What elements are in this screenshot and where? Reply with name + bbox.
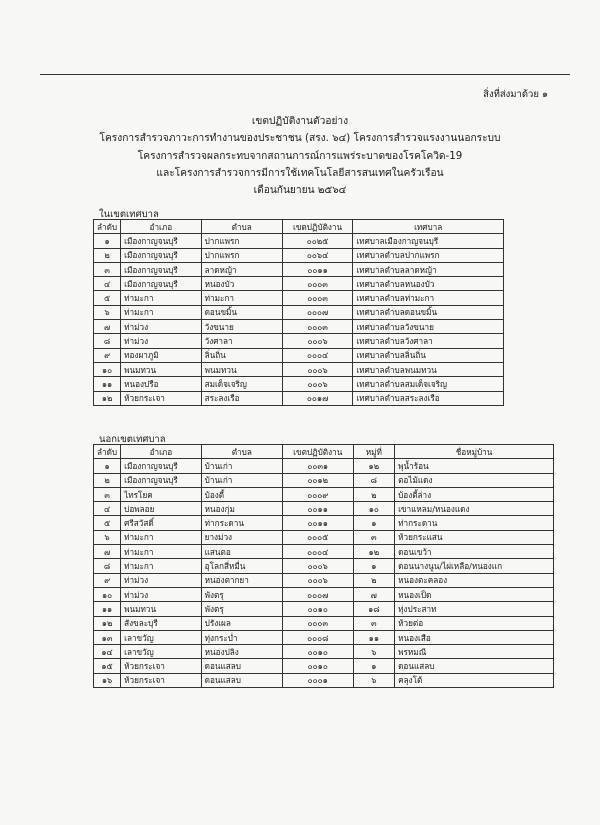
table-cell: ๐๐๐๙ [282,487,353,501]
table-cell: ๑ [94,234,121,248]
table-cell: บ้องตี้ล่าง [395,487,554,501]
table-cell: ๐๐๑๑ [282,502,353,516]
table-cell: หนองบัว [201,277,282,291]
table-cell: ๖ [353,673,395,687]
table-row [94,616,554,630]
section-label-outside-municipality: นอกเขตเทศบาล [99,434,166,445]
table-cell: ๓ [353,616,395,630]
table-cell: ท่าม่วง [121,334,201,348]
table-cell: ลาดหญ้า [201,262,282,276]
table-cell: เทศบาลตำบลท่ามะกา [353,291,504,305]
table-cell: พนมทวน [121,602,202,616]
table-cell: ๖ [94,530,121,544]
table-cell: บ้านเก่า [201,473,282,487]
table-cell: ดอนขมิ้น [201,305,282,319]
table-row [94,645,554,659]
table-cell: เมืองกาญจนบุรี [121,248,201,262]
table-cell: ๑ [353,559,395,573]
table-cell: เทศบาลตำบลสมเด็จเจริญ [353,377,504,391]
table-cell: ท่ามะกา [121,545,202,559]
table-cell: ๑ [94,459,121,473]
table-cell: ๑ [353,659,395,673]
table-cell: เทศบาลตำบลหนองบัว [353,277,504,291]
table-cell: ๐๐๐๖ [282,362,353,376]
table-header-row [94,445,554,459]
col-header-seq: ลำดับ [94,445,121,459]
table-cell: พนมทวน [201,362,282,376]
table-cell: ปากแพรก [201,248,282,262]
table-cell: ๐๐๓๑ [282,459,353,473]
table-cell: อุโลกสี่หมื่น [201,559,282,573]
table-row [94,573,554,587]
table-cell: ปากแพรก [201,234,282,248]
table-row [94,391,504,405]
table-row [94,630,554,644]
table-cell: ๑๒ [353,459,395,473]
col-header-district: อำเภอ [121,220,201,234]
table-cell: บ้านเก่า [201,459,282,473]
table-row [94,516,554,530]
table-cell: ๐๐๐๓ [282,277,353,291]
col-header-district: อำเภอ [121,445,202,459]
table-cell: พรหมณี [395,645,554,659]
table-cell: ๐๐๐๓ [282,320,353,334]
table-cell: ๔ [94,502,121,516]
table-row [94,305,504,319]
table-cell: ๐๐๑๐ [282,645,353,659]
col-header-village-name: ชื่อหมู่บ้าน [395,445,554,459]
col-header-work-area: เขตปฏิบัติงาน [282,445,353,459]
table-cell: หนองเป็ด [395,587,554,601]
table-cell: ๒ [353,487,395,501]
table-cell: ๐๐๑๑ [282,516,353,530]
table-cell: ยางม่วง [201,530,282,544]
col-header-village-no: หมู่ที่ [353,445,395,459]
table-cell: พนมทวน [121,362,201,376]
table-cell: ๙ [94,573,121,587]
table-cell: ๐๐๐๖ [282,377,353,391]
table-cell: ๐๐๐๔ [282,348,353,362]
document-title-block [0,113,600,199]
table-cell: ๗ [94,320,121,334]
table-cell: วังขนาย [201,320,282,334]
section-label-in-municipality: ในเขตเทศบาล [99,209,159,220]
table-cell: บ้องตี้ [201,487,282,501]
table-row [94,234,504,248]
table-cell: เทศบาลตำบลวังขนาย [353,320,504,334]
table-cell: ทองผาภูมิ [121,348,201,362]
table-cell: เทศบาลตำบลดอนขมิ้น [353,305,504,319]
table-cell: เมืองกาญจนบุรี [121,262,201,276]
table-cell: ๐๐๒๕ [282,234,353,248]
table-cell: เทศบาลตำบลพนมทวน [353,362,504,376]
table-cell: ท่ากระดาน [395,516,554,530]
table-row [94,545,554,559]
table-cell: ๘ [94,334,121,348]
attachment-label: สิ่งที่ส่งมาด้วย ๑ [483,89,548,100]
table-cell: ๙ [94,348,121,362]
table-cell: ๑๐ [353,502,395,516]
table-cell: ๐๐๐๑ [282,673,353,687]
table-row [94,459,554,473]
table-row [94,320,504,334]
table-row [94,262,504,276]
table-cell: ๑๐ [94,587,121,601]
table-cell: ศรีสวัสดิ์ [121,516,202,530]
table-cell: ท่ามะกา [201,291,282,305]
table-cell: ๑๔ [94,645,121,659]
table-cell: สระลงเรือ [201,391,282,405]
table-row [94,530,554,544]
table-cell: ๓ [353,530,395,544]
table-cell: ๐๐๖๔ [282,248,353,262]
table-cell: เทศบาลตำบลปากแพรก [353,248,504,262]
table-cell: ดอนแสลบ [201,673,282,687]
table-cell: ๐๐๐๗ [282,587,353,601]
table-cell: หนองปรือ [121,377,201,391]
col-header-subdistrict: ตำบล [201,445,282,459]
table-cell: บ่อพลอย [121,502,202,516]
table-cell: ๐๐๐๗ [282,305,353,319]
table-cell: ๐๐๑๑ [282,262,353,276]
table-cell: ๐๐๑๗ [282,391,353,405]
table-cell: ๐๐๐๖ [282,559,353,573]
table-cell: ๘ [94,559,121,573]
table-row [94,587,554,601]
table-cell: หนองปลิง [201,645,282,659]
table-cell: ๐๐๐๓ [282,291,353,305]
table-cell: เทศบาลเมืองกาญจนบุรี [353,234,504,248]
table-cell: ท่ามะกา [121,559,202,573]
table-cell: ห้วยต่อ [395,616,554,630]
table-cell: ห้วยกระเจา [121,659,202,673]
table-cell: พังตรุ [201,587,282,601]
table-cell: ๓ [94,262,121,276]
table-cell: ๒ [94,473,121,487]
table-cell: ดอนแสลบ [201,659,282,673]
table-cell: เขาแหลม/หนองแดง [395,502,554,516]
table-row [94,502,554,516]
table-cell: ๑ [353,516,395,530]
title-line: เดือนกันยายน ๒๕๖๔ [253,185,347,197]
col-header-subdistrict: ตำบล [201,220,282,234]
table-header-row [94,220,504,234]
table-cell: หนองตะคลอง [395,573,554,587]
table-cell: คลุงโต้ [395,673,554,687]
table-cell: ๑๓ [94,630,121,644]
title-line: โครงการสำรวจผลกระทบจากสถานการณ์การแพร่ระบาดของโรคโควิด-19 [137,150,463,162]
table-cell: ท่ากระดาน [201,516,282,530]
table-cell: ๐๐๑๐ [282,602,353,616]
table-row [94,559,554,573]
table-cell: เทศบาลตำบลสระลงเรือ [353,391,504,405]
table-cell: ๓ [94,487,121,501]
table-row [94,248,504,262]
table-cell: ท่ามะกา [121,291,201,305]
title-line: โครงการสำรวจภาวะการทำงานของประชาชน (สรง. ๖๔) โครงการสำรวจแรงงานนอกระบบ [99,133,501,145]
table-cell: พุน้ำร้อน [395,459,554,473]
table-cell: ลิ่นถิ่น [201,348,282,362]
table-cell: ๗ [94,545,121,559]
table-cell: เมืองกาญจนบุรี [121,234,201,248]
table-cell: ๐๐๑๐ [282,659,353,673]
table-cell: ๕ [94,516,121,530]
table-cell: ตอไม้แดง [395,473,554,487]
table-cell: ๑๑ [94,602,121,616]
table-cell: ดอนนางนูน/ไผ่เหลือ/หนองแก [395,559,554,573]
table-cell: ๔ [94,277,121,291]
table-cell: เทศบาลตำบลลิ่นถิ่น [353,348,504,362]
table-cell: ท่าม่วง [121,573,202,587]
table-cell: ห้วยกระเจา [121,673,202,687]
table-cell: ทุ่งประสาท [395,602,554,616]
table-cell: ดอนเขว้า [395,545,554,559]
col-header-seq: ลำดับ [94,220,121,234]
title-line: และโครงการสำรวจการมีการใช้เทคโนโลยีสารสนเทศในครัวเรือน [156,167,444,179]
table-row [94,277,504,291]
table-row [94,487,554,501]
table-cell: เลาขวัญ [121,645,202,659]
table-cell: พังตรุ [201,602,282,616]
table-cell: ๐๐๐๖ [282,334,353,348]
table-cell: สมเด็จเจริญ [201,377,282,391]
table-cell: ๑๒ [353,545,395,559]
table-cell: ๐๐๐๓ [282,616,353,630]
table-cell: ๑๐ [94,362,121,376]
table-cell: ท่ามะกา [121,305,201,319]
table-row [94,362,504,376]
table-cell: ทุ่งกระบ่ำ [201,630,282,644]
table-cell: เมืองกาญจนบุรี [121,277,201,291]
table-row [94,348,504,362]
table-row [94,291,504,305]
table-cell: ท่ามะกา [121,530,202,544]
table-cell: เทศบาลตำบลวังศาลา [353,334,504,348]
table-cell: ๒ [353,573,395,587]
table-cell: สังขละบุรี [121,616,202,630]
outside-municipality-table [93,444,554,688]
table-cell: ๕ [94,291,121,305]
table-cell: ๐๐๐๕ [282,530,353,544]
table-cell: ท่าม่วง [121,587,202,601]
table-row [94,377,504,391]
table-row [94,473,554,487]
title-line: เขตปฏิบัติงานตัวอย่าง [251,116,349,127]
table-cell: ๘ [353,473,395,487]
table-cell: ๑๒ [94,391,121,405]
table-cell: ท่าม่วง [121,320,201,334]
table-cell: หนองเสือ [395,630,554,644]
col-header-municipality: เทศบาล [353,220,504,234]
table-cell: เลาขวัญ [121,630,202,644]
table-cell: ปรังเผล [201,616,282,630]
table-row [94,602,554,616]
table-row [94,659,554,673]
table-cell: ๑๖ [94,673,121,687]
table-cell: ห้วยกระแสน [395,530,554,544]
table-cell: ๐๐๐๘ [282,630,353,644]
table-cell: แสนตอ [201,545,282,559]
in-municipality-table [93,219,504,406]
table-cell: เมืองกาญจนบุรี [121,459,202,473]
table-cell: ๑๑ [94,377,121,391]
table-row [94,334,504,348]
table-cell: ๐๐๑๒ [282,473,353,487]
table-cell: ๗ [353,587,395,601]
table-cell: ๐๐๐๖ [282,573,353,587]
table-row [94,673,554,687]
table-cell: หนองกุ่ม [201,502,282,516]
table-cell: ห้วยกระเจา [121,391,201,405]
table-cell: ๖ [353,645,395,659]
table-cell: ๐๐๐๔ [282,545,353,559]
table-cell: ๑๘ [353,602,395,616]
table-cell: เมืองกาญจนบุรี [121,473,202,487]
table-cell: ๒ [94,248,121,262]
table-cell: ๑๑ [353,630,395,644]
table-cell: วังศาลา [201,334,282,348]
header-rule [40,74,570,75]
table-cell: เทศบาลตำบลลาดหญ้า [353,262,504,276]
table-cell: ๑๕ [94,659,121,673]
table-cell: หนองตากยา [201,573,282,587]
table-cell: ๖ [94,305,121,319]
col-header-work-area: เขตปฏิบัติงาน [282,220,353,234]
table-cell: ดอนแสลบ [395,659,554,673]
table-cell: ๑๒ [94,616,121,630]
table-cell: ไทรโยค [121,487,202,501]
